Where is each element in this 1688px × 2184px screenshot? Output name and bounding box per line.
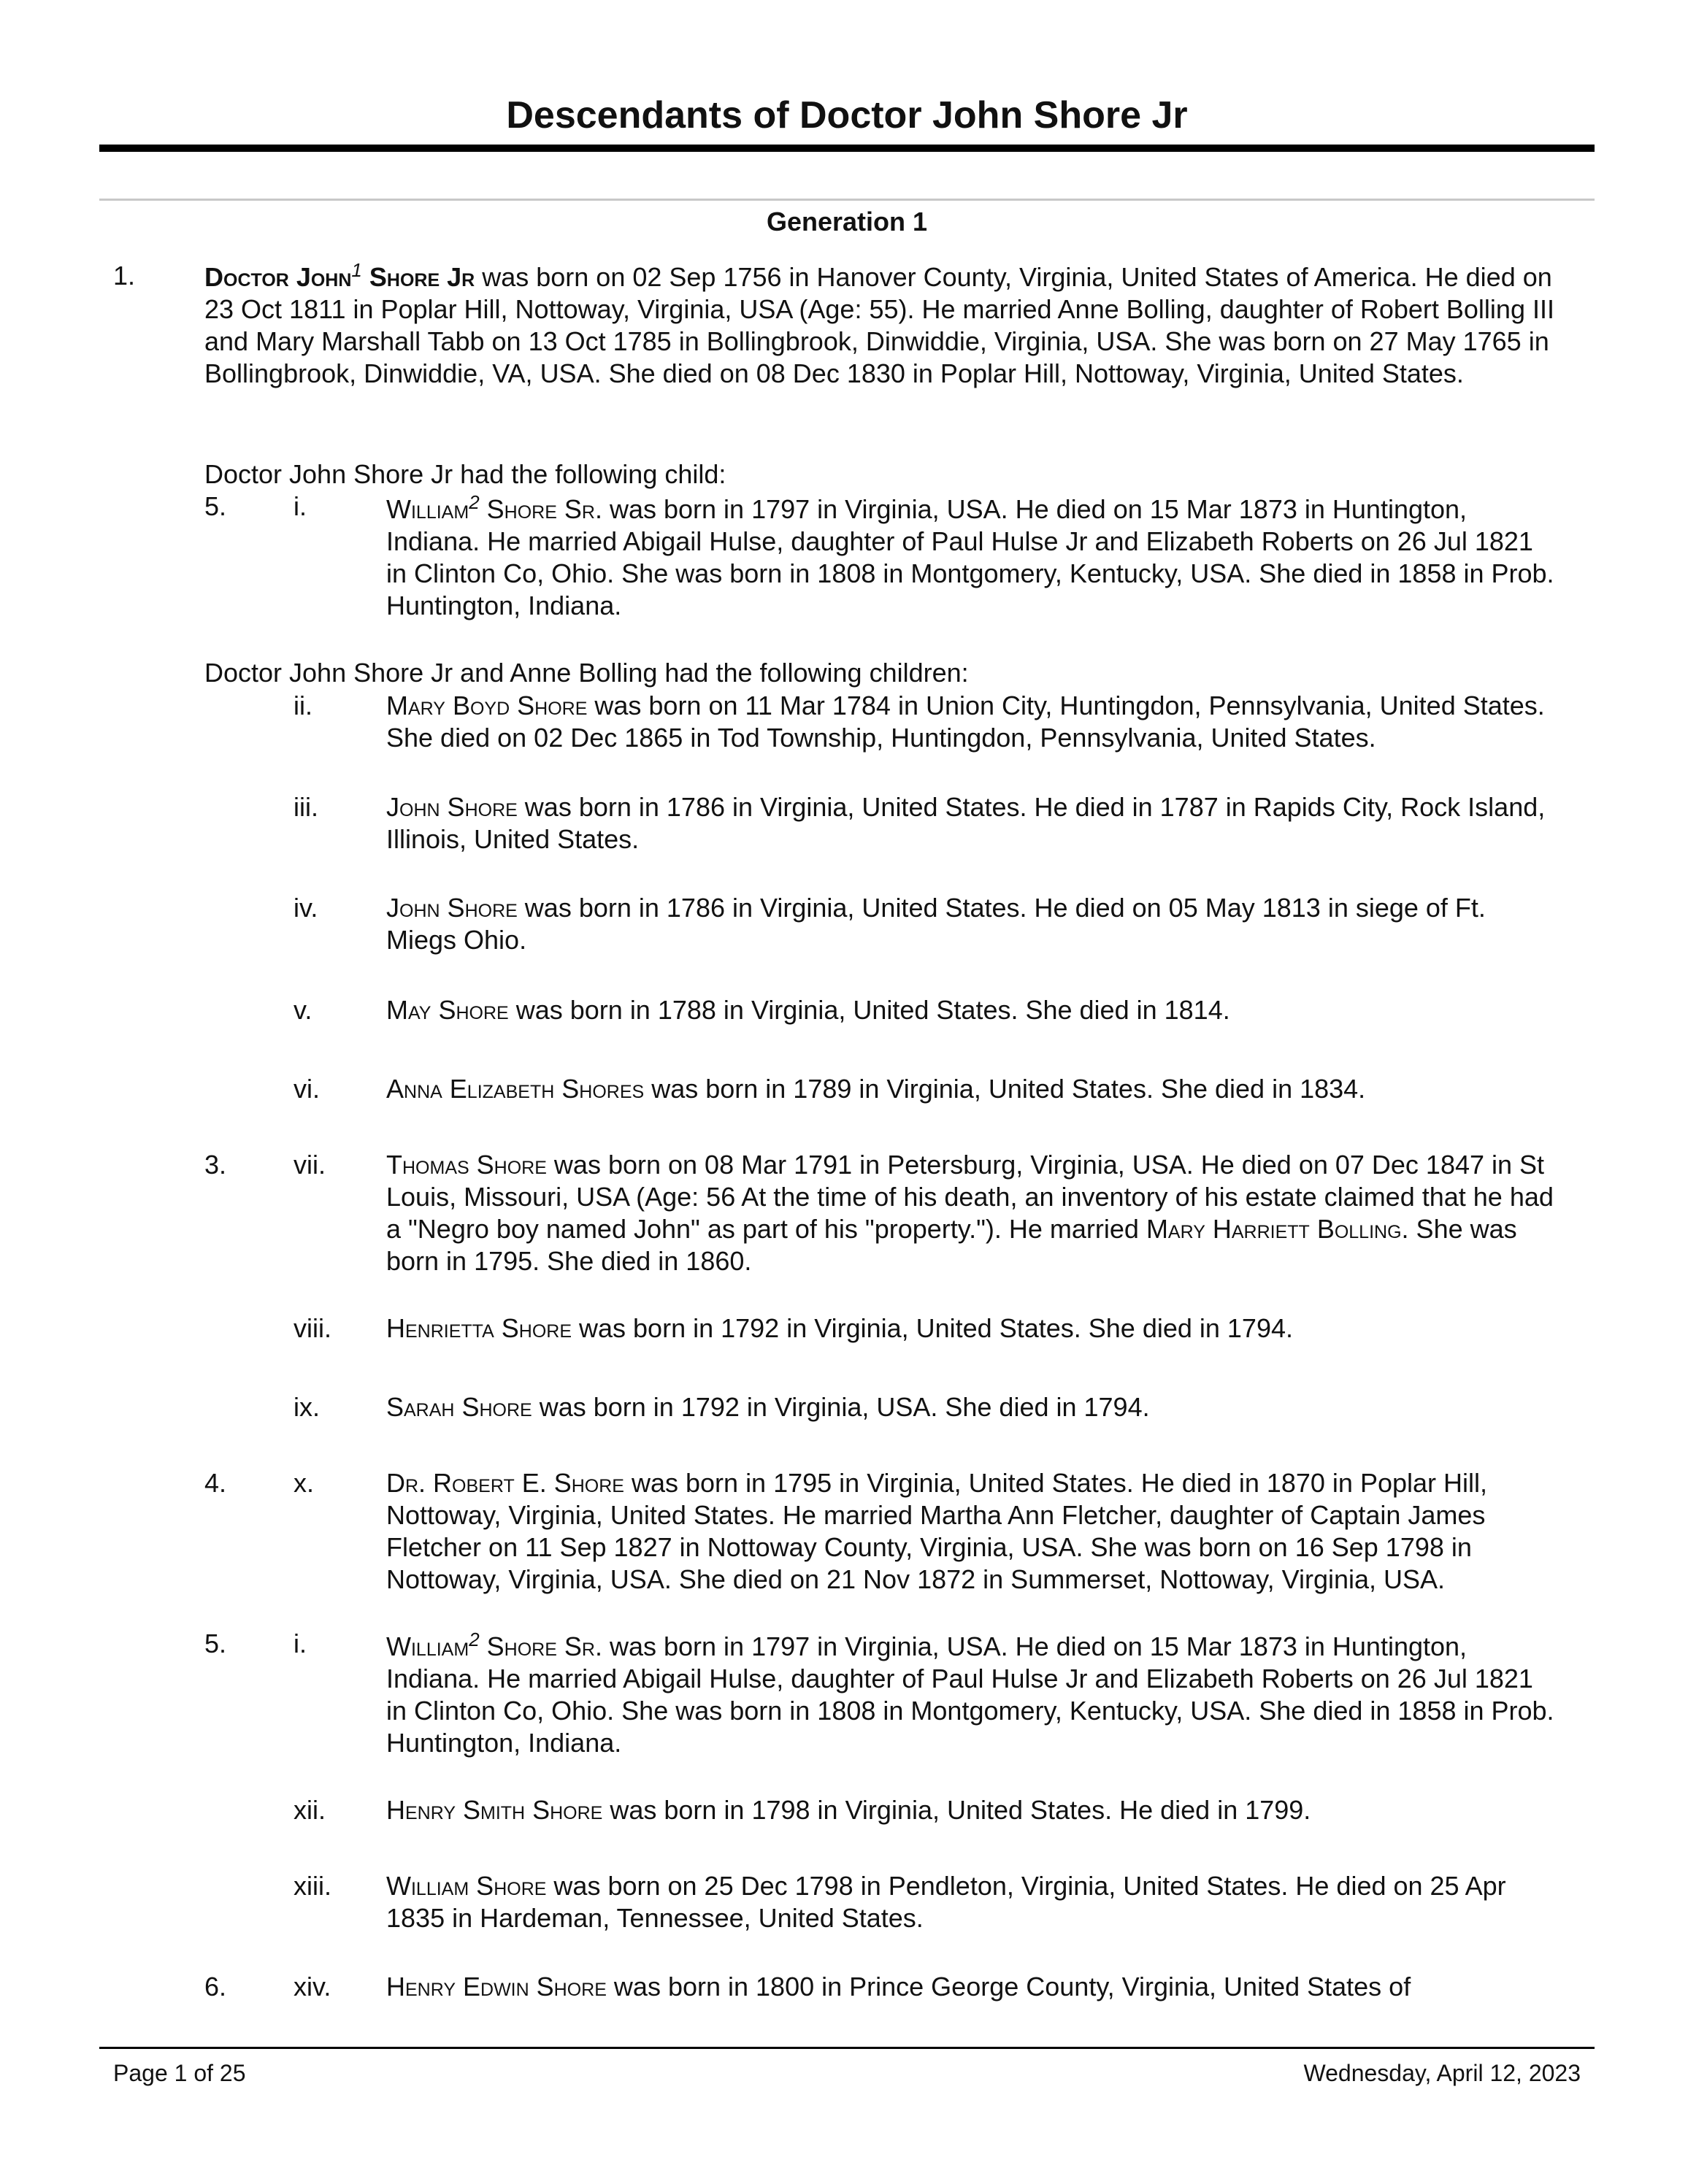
child-name: John Shore <box>386 792 518 822</box>
child-name: Dr. Robert E. Shore <box>386 1468 624 1498</box>
report-date: Wednesday, April 12, 2023 <box>1303 2060 1581 2086</box>
child-roman: xiv. <box>294 1972 331 2002</box>
child-name-first: William <box>386 494 469 524</box>
document-title: Descendants of Doctor John Shore Jr <box>506 94 1188 136</box>
child-text: was born in 1788 in Virginia, United States. She died in 1814. <box>508 995 1230 1025</box>
child-text: was born in 1789 in Virginia, United States. She died in 1834. <box>644 1074 1366 1104</box>
footer-rule <box>99 2047 1595 2049</box>
child-name: May Shore <box>386 995 509 1025</box>
child-paragraph <box>386 1149 1554 1277</box>
child-roman: vi. <box>294 1074 320 1104</box>
child-ref-number: 5. <box>204 491 227 521</box>
child-name: Henrietta Shore <box>386 1313 572 1343</box>
child-text: was born on 08 Mar 1791 in Petersburg, Virginia, USA. He died on 07 Dec 1847 in St Louis, Missouri, USA (Age: 56 At the time of his death, an inventory of his estate claimed that he had a "Negro boy named John" as part of his "property."). He married <box>386 1150 1554 1244</box>
child-paragraph <box>386 1312 1554 1345</box>
child-paragraph <box>386 1631 1554 1759</box>
child-paragraph <box>386 690 1554 754</box>
child-roman: iv. <box>294 893 318 923</box>
child-roman: i. <box>294 491 307 521</box>
child-paragraph <box>386 1073 1554 1105</box>
child-name-last: Shore Sr. <box>479 1631 602 1661</box>
child-name: Henry Smith Shore <box>386 1795 603 1825</box>
child-paragraph <box>386 994 1554 1026</box>
section-divider <box>99 199 1595 201</box>
child-ref-number: 4. <box>204 1468 227 1498</box>
child-text: was born in 1795 in Virginia, United States. He died in 1870 in Poplar Hill, Nottoway, Virginia, United States. He married Martha Ann Fletcher, daughter of Captain James Fletcher on 11 Sep 1827 in Nottoway County, Virginia, USA. She was born on 16 Sep 1798 in Nottoway, Virginia, USA. She died on 21 Nov 1872 in Summerset, Nottoway, Virginia, USA. <box>386 1468 1488 1594</box>
child-roman: viii. <box>294 1313 331 1343</box>
child-roman: i. <box>294 1629 307 1658</box>
child-paragraph <box>386 1870 1554 1934</box>
child-roman: x. <box>294 1468 315 1498</box>
title-rule <box>99 145 1595 152</box>
child-roman: xii. <box>294 1795 326 1825</box>
person-paragraph <box>204 261 1577 390</box>
page-number: Page 1 of 25 <box>113 2060 246 2086</box>
spouse-name: Mary Harriett Bolling <box>1146 1214 1402 1244</box>
child-paragraph <box>386 1794 1554 1826</box>
child-roman: vii. <box>294 1150 326 1180</box>
child-roman: v. <box>294 995 312 1025</box>
children-intro-single: Doctor John Shore Jr had the following child: <box>204 459 726 489</box>
child-name: Mary Boyd Shore <box>386 691 588 720</box>
person-name-last: Shore Jr <box>369 262 475 292</box>
child-name: William Shore <box>386 1871 547 1901</box>
child-name: John Shore <box>386 893 518 923</box>
person-text: was born on 02 Sep 1756 in Hanover County, Virginia, United States of America. He died on 23 Oct 1811 in Poplar Hill, Nottoway, Virginia, USA (Age: 55). He married Anne Bolling, daughter of Robert Bolling III and Mary Marshall Tabb on 13 Oct 1785 in Bollingbrook, Dinwiddie, Virginia, USA. She was born on 27 May 1765 in Bollingbrook, Dinwiddie, VA, USA. She died on 08 Dec 1830 in Poplar Hill, Nottoway, Virginia, United States. <box>204 262 1554 388</box>
child-gen-superscript: 2 <box>469 491 480 513</box>
child-text-2: . She was born in 1795. She died in 1860. <box>386 1214 1517 1276</box>
child-text: was born on 11 Mar 1784 in Union City, Huntingdon, Pennsylvania, United States. She died on 02 Dec 1865 in Tod Township, Huntingdon, Pennsylvania, United States. <box>386 691 1545 753</box>
child-text: was born in 1792 in Virginia, United States. She died in 1794. <box>572 1313 1293 1343</box>
child-ref-number: 6. <box>204 1972 227 2002</box>
child-text: was born in 1797 in Virginia, USA. He died on 15 Mar 1873 in Huntington, Indiana. He married Abigail Hulse, daughter of Paul Hulse Jr and Elizabeth Roberts on 26 Jul 1821 in Clinton Co, Ohio. She was born in 1808 in Montgomery, Kentucky, USA. She died in 1858 in Prob. Huntington, Indiana. <box>386 1631 1554 1758</box>
child-ref-number: 5. <box>204 1629 227 1658</box>
generation-superscript: 1 <box>351 259 362 281</box>
children-intro-couple: Doctor John Shore Jr and Anne Bolling had the following children: <box>204 658 969 688</box>
child-roman: ii. <box>294 691 312 720</box>
child-text: was born in 1792 in Virginia, USA. She died in 1794. <box>532 1392 1150 1422</box>
child-paragraph <box>386 493 1554 622</box>
generation-heading: Generation 1 <box>766 207 928 237</box>
child-text: was born in 1798 in Virginia, United States. He died in 1799. <box>602 1795 1311 1825</box>
child-name-first: William <box>386 1631 469 1661</box>
child-roman: xiii. <box>294 1871 331 1901</box>
child-text: was born in 1786 in Virginia, United States. He died in 1787 in Rapids City, Rock Island, Illinois, United States. <box>386 792 1546 854</box>
child-text: was born in 1786 in Virginia, United States. He died on 05 May 1813 in siege of Ft. Miegs Ohio. <box>386 893 1486 955</box>
child-name: Henry Edwin Shore <box>386 1972 607 2002</box>
child-text: was born on 25 Dec 1798 in Pendleton, Virginia, United States. He died on 25 Apr 1835 in Hardeman, Tennessee, United States. <box>386 1871 1506 1933</box>
child-paragraph <box>386 1971 1554 2003</box>
child-name: Thomas Shore <box>386 1150 547 1180</box>
child-gen-superscript: 2 <box>469 1629 480 1650</box>
child-paragraph <box>386 1391 1554 1423</box>
child-paragraph <box>386 1467 1554 1596</box>
child-text: was born in 1797 in Virginia, USA. He died on 15 Mar 1873 in Huntington, Indiana. He married Abigail Hulse, daughter of Paul Hulse Jr and Elizabeth Roberts on 26 Jul 1821 in Clinton Co, Ohio. She was born in 1808 in Montgomery, Kentucky, USA. She died in 1858 in Prob. Huntington, Indiana. <box>386 494 1554 620</box>
person-name-first: Doctor John <box>204 262 352 292</box>
child-name-last: Shore Sr. <box>479 494 602 524</box>
person-number: 1. <box>113 261 136 291</box>
child-paragraph <box>386 892 1554 956</box>
child-paragraph <box>386 791 1554 855</box>
child-name: Sarah Shore <box>386 1392 532 1422</box>
child-name: Anna Elizabeth Shores <box>386 1074 645 1104</box>
child-ref-number: 3. <box>204 1150 227 1180</box>
child-text: was born in 1800 in Prince George County, Virginia, United States of <box>606 1972 1411 2002</box>
child-roman: iii. <box>294 792 318 822</box>
child-roman: ix. <box>294 1392 320 1422</box>
